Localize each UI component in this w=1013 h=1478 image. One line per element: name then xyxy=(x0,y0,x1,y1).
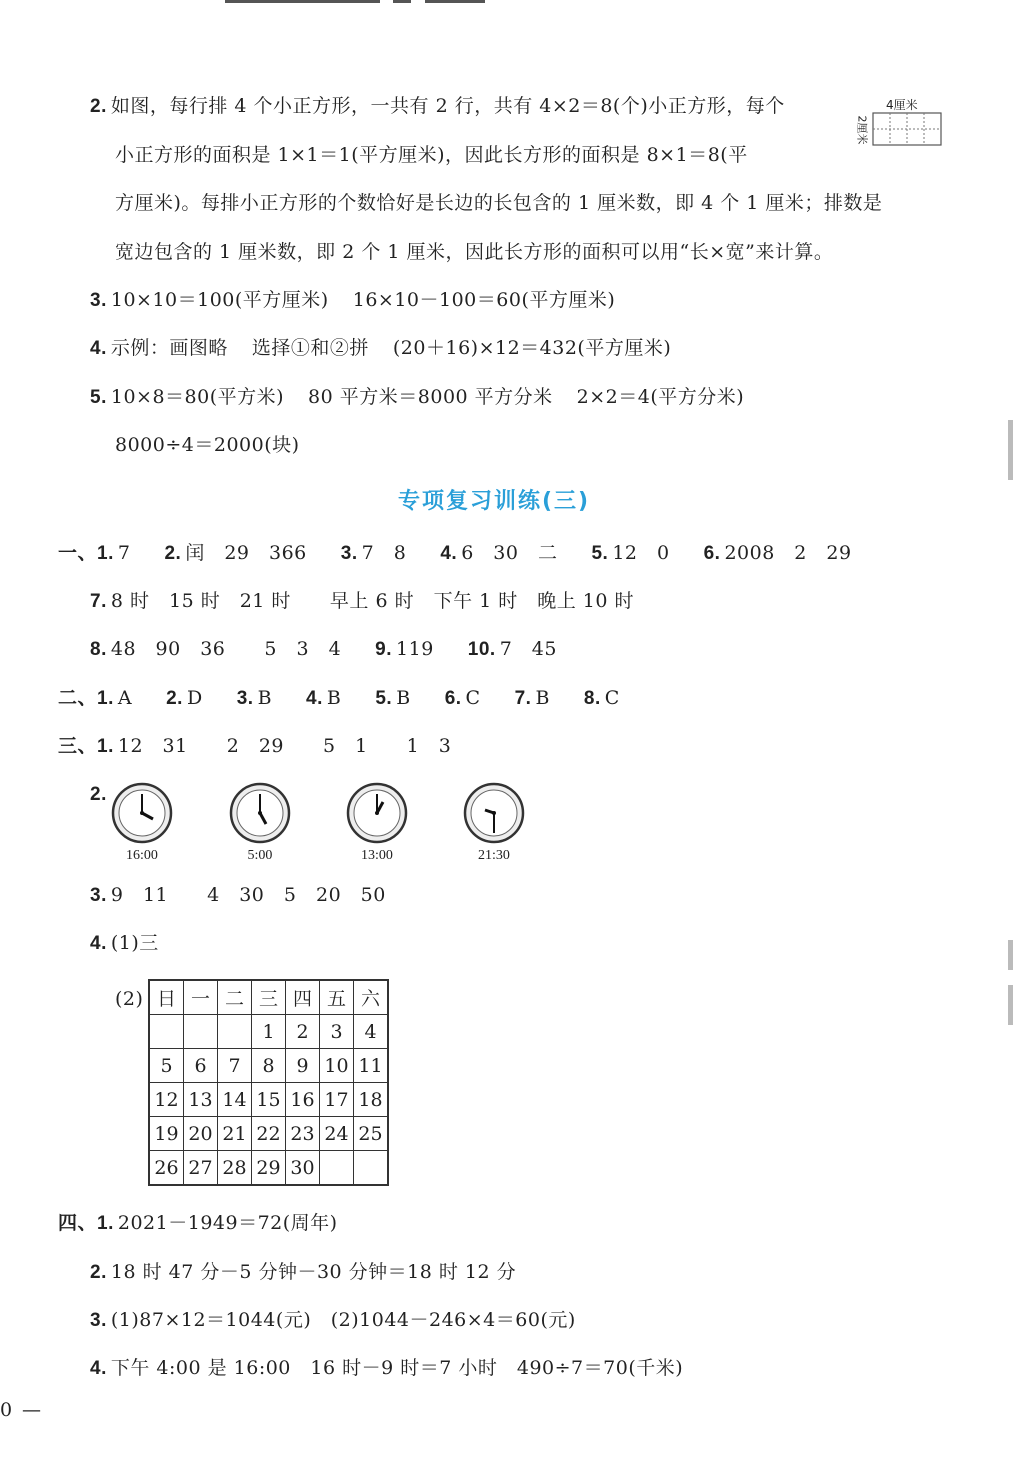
calendar-header-row xyxy=(149,980,388,1015)
calendar-week-row xyxy=(149,1151,388,1186)
answer-5: 5. 10×8＝80(平方米) 80 平方米＝8000 平方分米 2×2＝4(平方分米) xyxy=(90,386,745,408)
weekday-cell: 六 xyxy=(354,980,389,1015)
date-cell: 13 xyxy=(184,1083,218,1117)
weekday-cell: 二 xyxy=(218,980,252,1015)
section-3-q4-part-2: (2) xyxy=(115,988,144,1010)
date-cell: 18 xyxy=(354,1083,389,1117)
date-cell: 17 xyxy=(320,1083,354,1117)
date-cell: 21 xyxy=(218,1117,252,1151)
date-cell: 1 xyxy=(252,1015,286,1049)
clock-face-icon xyxy=(346,782,408,844)
date-cell: 5 xyxy=(149,1049,184,1083)
calendar-week-row xyxy=(149,1015,388,1049)
weekday-cell: 三 xyxy=(252,980,286,1015)
page-edge-mark xyxy=(1008,985,1013,1025)
section-4-q2: 2. 18 时 47 分－5 分钟－30 分钟＝18 时 12 分 xyxy=(90,1261,517,1283)
figure-width-label: 4厘米 xyxy=(886,98,918,112)
clock-time-label: 5:00 xyxy=(247,848,273,863)
date-cell: 10 xyxy=(320,1049,354,1083)
date-cell xyxy=(320,1151,354,1186)
section-3-q4: 4. (1)三 xyxy=(90,932,159,954)
weekday-cell: 日 xyxy=(149,980,184,1015)
answer-2-line-1: 2. 如图，每行排 4 个小正方形，一共有 2 行，共有 4×2＝8(个)小正方形，每个 xyxy=(90,95,785,117)
date-cell: 14 xyxy=(218,1083,252,1117)
clock-time-label: 13:00 xyxy=(361,848,393,863)
page-edge-mark xyxy=(1008,420,1013,480)
answer-5-line-2: 8000÷4＝2000(块) xyxy=(115,434,300,456)
cropped-text-bar xyxy=(225,0,380,3)
date-cell xyxy=(184,1015,218,1049)
date-cell: 20 xyxy=(184,1117,218,1151)
clock-face-icon xyxy=(111,782,173,844)
weekday-cell: 四 xyxy=(286,980,320,1015)
date-cell xyxy=(149,1015,184,1049)
date-cell: 2 xyxy=(286,1015,320,1049)
calendar-week-row xyxy=(149,1117,388,1151)
weekday-cell: 一 xyxy=(184,980,218,1015)
clock-3 xyxy=(337,782,417,864)
date-cell: 28 xyxy=(218,1151,252,1186)
section-3-q1: 三、1. 12 31 2 29 5 1 1 3 xyxy=(58,735,452,757)
date-cell: 30 xyxy=(286,1151,320,1186)
date-cell: 8 xyxy=(252,1049,286,1083)
date-cell: 24 xyxy=(320,1117,354,1151)
date-cell: 22 xyxy=(252,1117,286,1151)
answer-2-line-2: 小正方形的面积是 1×1＝1(平方厘米)，因此长方形的面积是 8×1＝8(平 xyxy=(115,144,748,166)
date-cell: 15 xyxy=(252,1083,286,1117)
section-4-q1: 四、1. 2021－1949＝72(周年) xyxy=(58,1212,338,1234)
answer-3: 3. 10×10＝100(平方厘米) 16×10－100＝60(平方厘米) xyxy=(90,289,616,311)
clock-4 xyxy=(454,782,534,864)
answer-2-line-4: 宽边包含的 1 厘米数，即 2 个 1 厘米，因此长方形的面积可以用“长×宽”来计算。 xyxy=(115,241,834,263)
date-cell: 4 xyxy=(354,1015,389,1049)
clock-2 xyxy=(220,782,300,864)
date-cell: 26 xyxy=(149,1151,184,1186)
date-cell: 7 xyxy=(218,1049,252,1083)
section-3-q2-label: 2. xyxy=(90,784,107,805)
cropped-text-bar xyxy=(425,0,485,3)
date-cell: 6 xyxy=(184,1049,218,1083)
section-title: 专项复习训练(三) xyxy=(398,489,591,514)
date-cell: 11 xyxy=(354,1049,389,1083)
section-1-row-2: 7. 8 时 15 时 21 时 早上 6 时 下午 1 时 晚上 10 时 xyxy=(90,590,635,612)
clock-time-label: 16:00 xyxy=(126,848,158,863)
clock-face-icon xyxy=(229,782,291,844)
answer-4: 4. 示例：画图略 选择①和②拼 (20＋16)×12＝432(平方厘米) xyxy=(90,337,672,359)
section-4-q3: 3. (1)87×12＝1044(元) (2)1044－246×4＝60(元) xyxy=(90,1309,576,1331)
clock-1 xyxy=(102,782,182,864)
rectangle-grid-figure xyxy=(855,96,948,152)
clock-face-icon xyxy=(463,782,525,844)
weekday-cell: 五 xyxy=(320,980,354,1015)
date-cell: 25 xyxy=(354,1117,389,1151)
page-number: 0 xyxy=(0,1399,13,1421)
section-1-row-1: 一、1. 7 2. 闰 29 366 3. 7 8 4. 6 30 二 5. 12 0 6. 2008 2 29 xyxy=(58,542,852,564)
section-1-row-3: 8. 48 90 36 5 3 4 9. 119 10. 7 45 xyxy=(90,638,557,660)
page-edge-mark xyxy=(1008,940,1013,970)
calendar-week-row xyxy=(149,1083,388,1117)
date-cell: 23 xyxy=(286,1117,320,1151)
date-cell: 27 xyxy=(184,1151,218,1186)
figure-height-label: 2厘米 xyxy=(855,115,869,145)
date-cell: 12 xyxy=(149,1083,184,1117)
cropped-text-bar xyxy=(393,0,411,3)
section-3-q3: 3. 9 11 4 30 5 20 50 xyxy=(90,884,386,906)
date-cell: 19 xyxy=(149,1117,184,1151)
date-cell: 9 xyxy=(286,1049,320,1083)
page-number-dash: — xyxy=(22,1399,42,1421)
section-2-row: 二、1. A 2. D 3. B 4. B 5. B 6. C 7. B 8. C xyxy=(58,687,620,709)
date-cell xyxy=(354,1151,389,1186)
date-cell xyxy=(218,1015,252,1049)
date-cell: 3 xyxy=(320,1015,354,1049)
calendar-table xyxy=(148,979,389,1186)
section-4-q4: 4. 下午 4:00 是 16:00 16 时－9 时＝7 小时 490÷7＝70(千米) xyxy=(90,1357,684,1379)
answer-2-line-3: 方厘米)。每排小正方形的个数恰好是长边的长包含的 1 厘米数，即 4 个 1 厘米；排数是 xyxy=(115,192,883,214)
date-cell: 16 xyxy=(286,1083,320,1117)
date-cell: 29 xyxy=(252,1151,286,1186)
unit-squares-grid xyxy=(872,112,944,148)
calendar-week-row xyxy=(149,1049,388,1083)
clock-time-label: 21:30 xyxy=(478,848,510,863)
